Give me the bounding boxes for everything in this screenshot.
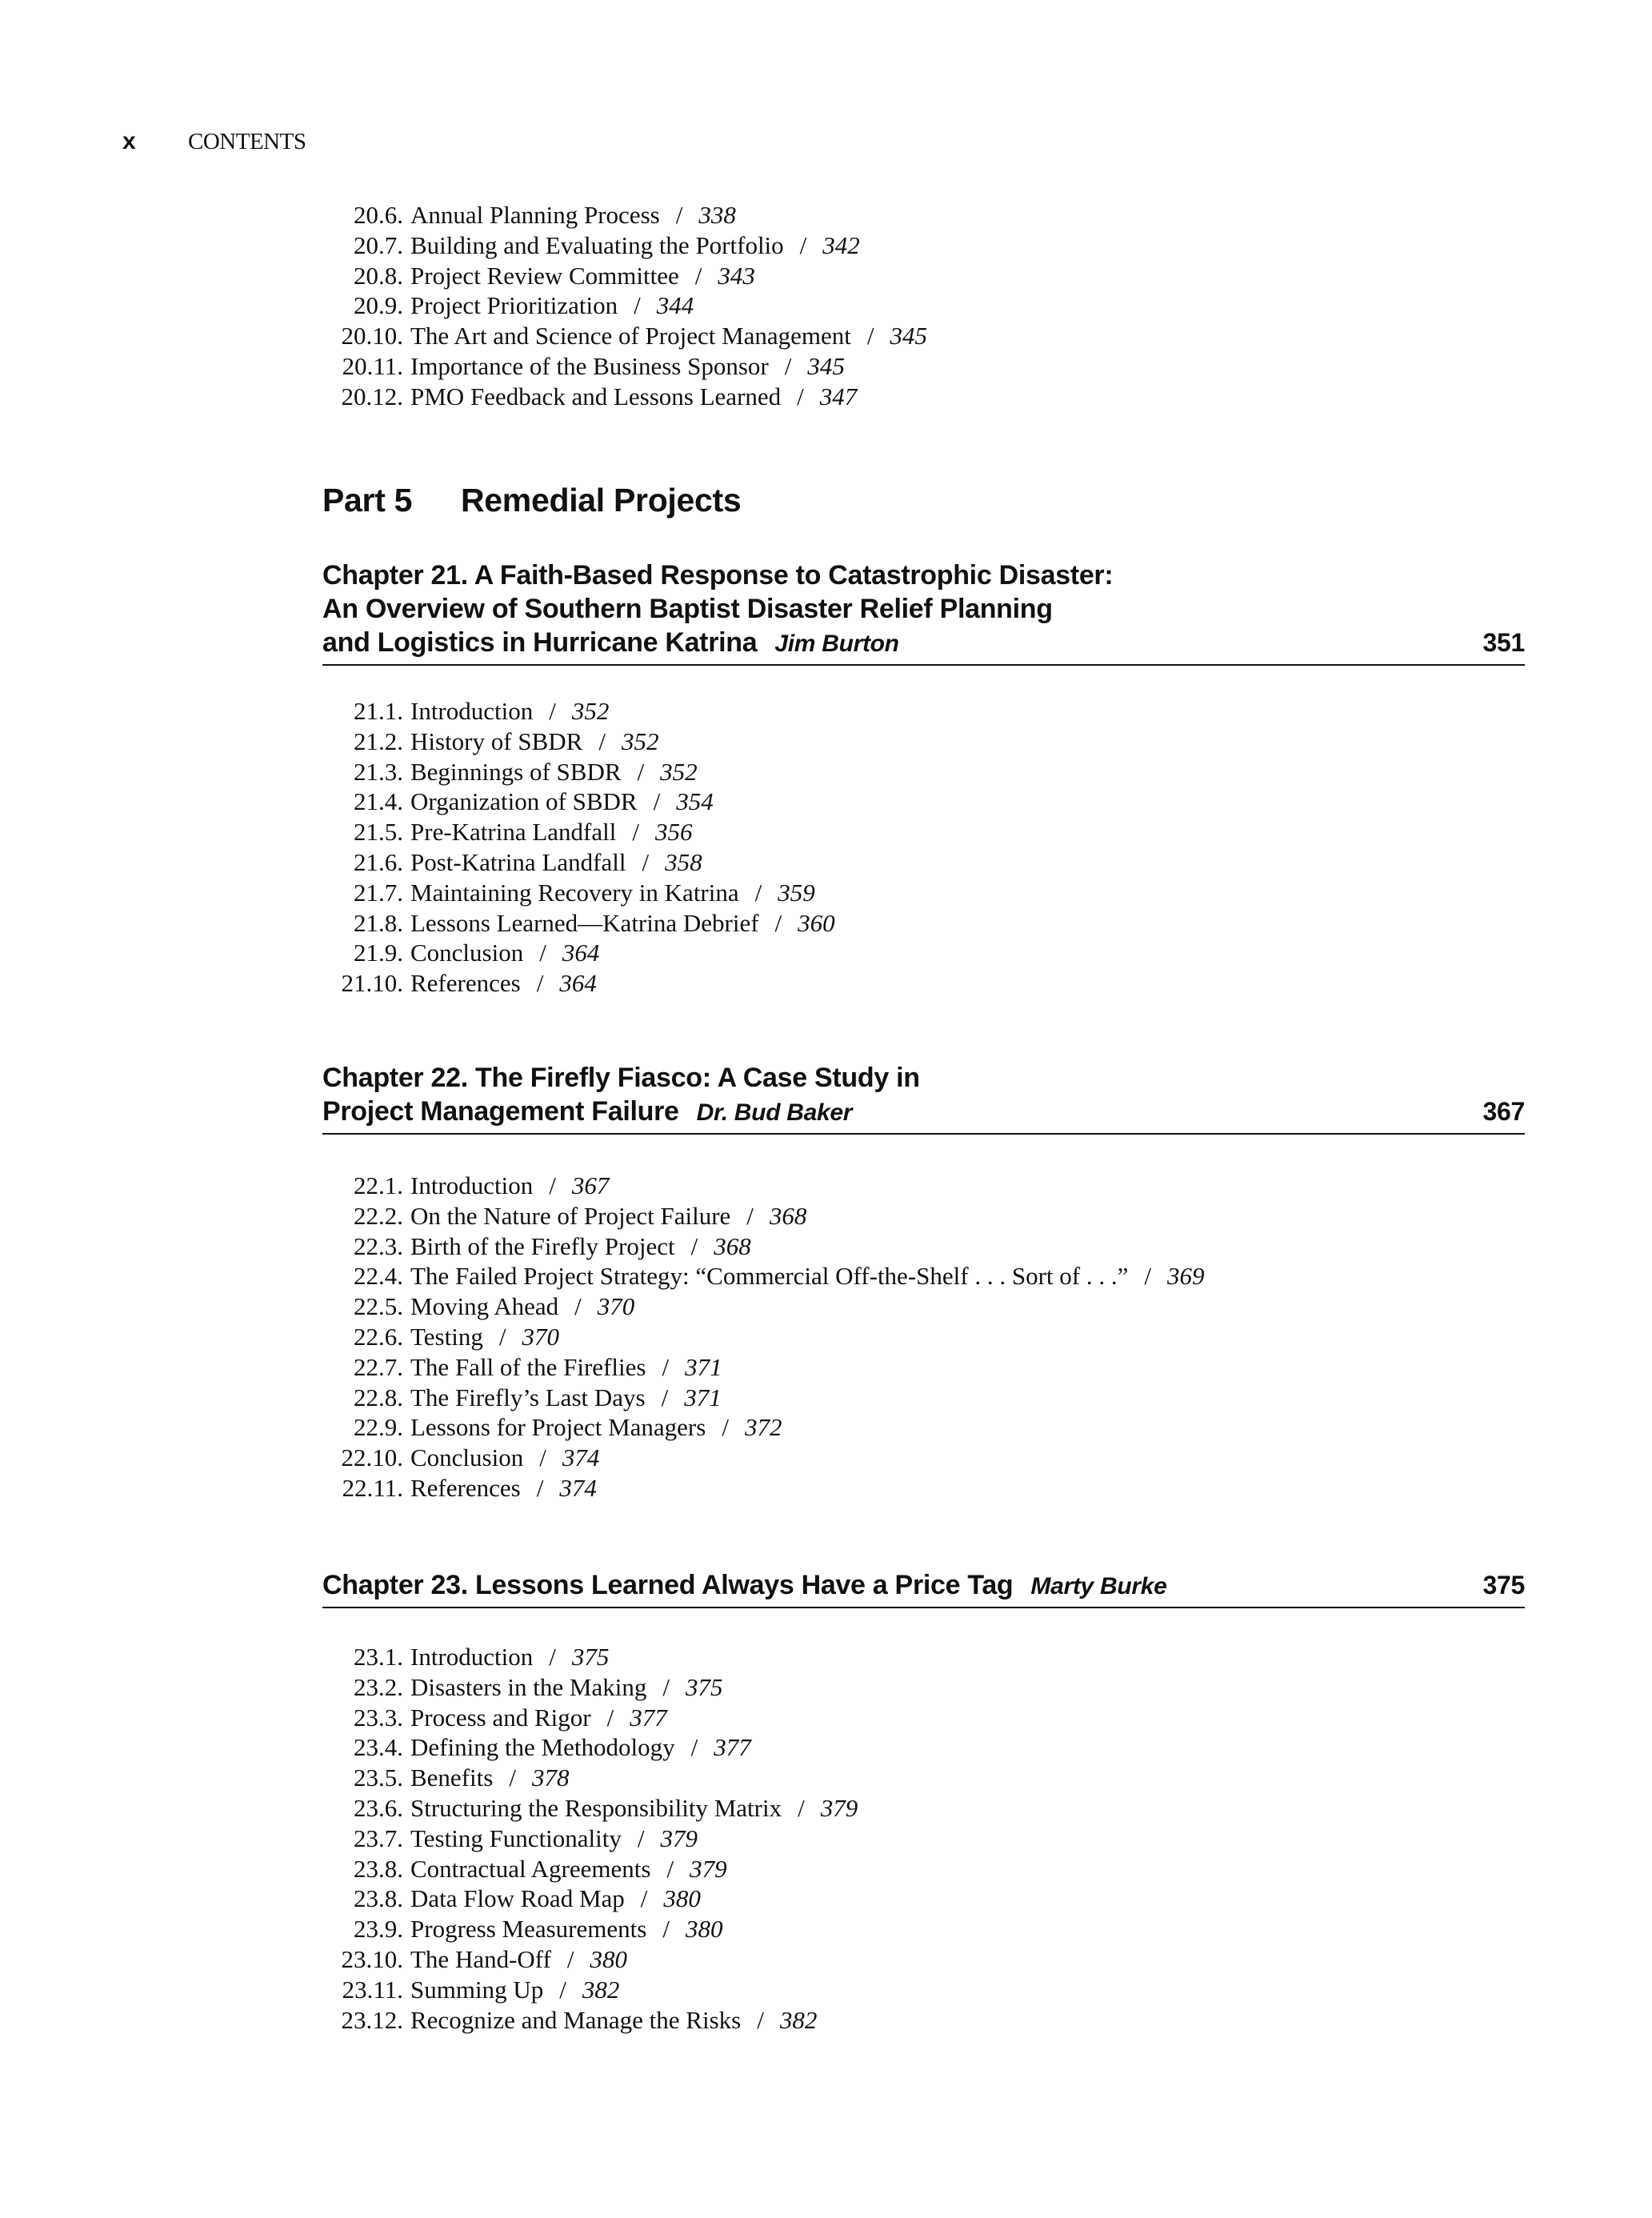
toc-entry — [322, 908, 835, 939]
section-title: Post-Katrina Landfall — [410, 847, 626, 876]
section-page: 370 — [597, 1292, 635, 1321]
section-number: 21.4. — [354, 787, 403, 816]
section-number: 23.10. — [341, 1944, 403, 1973]
section-page: 377 — [714, 1733, 751, 1762]
section-page: 368 — [769, 1201, 807, 1230]
section-number: 23.2. — [354, 1672, 403, 1701]
section-title: On the Nature of Project Failure — [410, 1201, 731, 1230]
section-number: 22.6. — [354, 1322, 403, 1351]
separator: / — [653, 787, 661, 816]
separator: / — [549, 1171, 556, 1199]
section-title: Defining the Methodology — [410, 1733, 675, 1762]
section-page: 352 — [660, 757, 698, 786]
section-page: 379 — [690, 1854, 727, 1883]
toc-entry — [322, 1171, 1204, 1201]
separator: / — [1144, 1262, 1151, 1291]
section-title: The Fall of the Fireflies — [410, 1352, 646, 1381]
section-number: 20.9. — [354, 291, 403, 320]
section-number: 23.3. — [354, 1703, 403, 1732]
toc-entry — [322, 1793, 858, 1824]
chapter-21-title-line-1: Chapter 21. A Faith-Based Response to Catastrophic Disaster: — [322, 560, 1114, 591]
section-number: 23.11. — [342, 1975, 403, 2004]
part-heading — [322, 482, 741, 519]
section-page: 374 — [559, 1473, 597, 1502]
section-title: References — [410, 969, 521, 998]
section-page: 358 — [665, 847, 702, 876]
section-title: References — [410, 1473, 521, 1502]
section-title: The Art and Science of Project Management — [410, 322, 851, 350]
separator: / — [754, 878, 762, 907]
section-number: 20.12. — [341, 382, 403, 410]
section-title: Testing — [410, 1322, 483, 1351]
section-number: 23.1. — [354, 1643, 403, 1671]
section-number: 22.11. — [342, 1473, 403, 1502]
section-page: 345 — [807, 351, 845, 380]
section-page: 380 — [685, 1915, 723, 1944]
section-number: 22.7. — [354, 1352, 403, 1381]
section-number: 23.6. — [354, 1793, 403, 1822]
section-page: 342 — [822, 230, 860, 259]
toc-entry — [322, 1914, 858, 1944]
toc-entry — [322, 1763, 858, 1793]
chapter-22-section-list — [322, 1171, 1204, 1503]
toc-entry — [322, 1944, 858, 1975]
toc-entry — [322, 230, 927, 261]
chapter-21-title-line-3: and Logistics in Hurricane Katrina — [322, 627, 758, 658]
running-head — [122, 128, 306, 155]
section-page: 379 — [660, 1824, 698, 1852]
section-page: 371 — [684, 1383, 722, 1411]
chapter-22-author: Dr. Bud Baker — [696, 1099, 853, 1126]
section-number: 23.7. — [354, 1824, 403, 1852]
toc-entry — [322, 351, 927, 382]
separator: / — [574, 1292, 582, 1321]
chapter-23-title-line-1: Chapter 23. Lessons Learned Always Have a Price Tag — [322, 1570, 1014, 1600]
toc-entry — [322, 1854, 858, 1884]
section-title: Disasters in the Making — [410, 1672, 647, 1701]
section-title: Birth of the Firefly Project — [410, 1231, 675, 1260]
section-title: Recognize and Manage the Risks — [410, 2005, 742, 2034]
section-number: 20.7. — [354, 230, 403, 259]
separator: / — [549, 697, 556, 725]
section-page: 372 — [744, 1413, 782, 1442]
separator: / — [757, 2005, 764, 2034]
section-page: 379 — [820, 1793, 858, 1822]
section-page: 371 — [685, 1352, 722, 1381]
chapter-20-section-list — [322, 200, 927, 412]
toc-entry — [322, 938, 835, 968]
section-title: Conclusion — [410, 939, 524, 967]
section-number: 21.1. — [354, 697, 403, 725]
section-page: 352 — [571, 697, 610, 725]
separator: / — [690, 1231, 698, 1260]
toc-entry — [322, 847, 835, 878]
toc-entry — [322, 2005, 858, 2036]
section-page: 338 — [698, 201, 736, 229]
section-number: 21.10. — [341, 969, 403, 998]
section-number: 22.2. — [354, 1201, 403, 1230]
section-title: Summing Up — [410, 1975, 544, 2004]
section-title: Benefits — [410, 1764, 494, 1792]
section-number: 21.5. — [354, 818, 403, 847]
section-page: 375 — [571, 1643, 610, 1671]
section-page: 343 — [718, 261, 755, 290]
chapter-21-title-line-2: An Overview of Southern Baptist Disaster Relief Planning — [322, 594, 1053, 624]
section-number: 21.6. — [354, 847, 403, 876]
section-number: 23.12. — [341, 2005, 403, 2034]
section-page: 375 — [685, 1672, 723, 1701]
section-number: 22.8. — [354, 1383, 403, 1411]
section-title: Structuring the Responsibility Matrix — [410, 1793, 782, 1822]
page-folio: x — [122, 128, 136, 154]
toc-entry — [322, 1261, 1204, 1291]
chapter-23-author: Marty Burke — [1030, 1573, 1167, 1599]
section-number: 20.10. — [341, 322, 403, 350]
part-title: Remedial Projects — [461, 482, 742, 518]
separator: / — [661, 1383, 669, 1411]
toc-entry — [322, 1352, 1204, 1383]
toc-entry — [322, 1642, 858, 1672]
section-page: 347 — [819, 382, 858, 410]
separator: / — [509, 1764, 516, 1792]
section-title: History of SBDR — [410, 727, 583, 755]
section-number: 23.4. — [354, 1733, 403, 1762]
toc-entry — [322, 382, 927, 412]
separator: / — [662, 1352, 670, 1381]
toc-entry — [322, 1201, 1204, 1231]
chapter-21-page: 351 — [1482, 628, 1525, 657]
toc-entry — [322, 727, 835, 757]
separator: / — [690, 1733, 698, 1762]
toc-entry — [322, 261, 927, 291]
chapter-22-heading — [322, 1061, 1525, 1135]
section-title: Moving Ahead — [410, 1292, 559, 1321]
separator: / — [662, 1915, 670, 1944]
separator: / — [774, 908, 782, 937]
section-number: 22.1. — [354, 1171, 403, 1199]
toc-entry — [322, 1703, 858, 1733]
toc-entry — [322, 968, 835, 999]
section-number: 20.8. — [354, 261, 403, 290]
toc-entry — [322, 200, 927, 230]
section-title: Importance of the Business Sponsor — [410, 351, 769, 380]
part-label: Part 5 — [322, 482, 413, 518]
section-number: 23.8. — [354, 1884, 403, 1913]
section-number: 21.9. — [354, 939, 403, 967]
section-page: 368 — [714, 1231, 751, 1260]
section-title: Lessons Learned—Katrina Debrief — [410, 908, 759, 937]
separator: / — [799, 230, 807, 259]
toc-entry — [322, 1291, 1204, 1322]
toc-entry — [322, 321, 927, 351]
toc-entry — [322, 1322, 1204, 1352]
chapter-23-heading — [322, 1568, 1525, 1608]
section-title: Beginnings of SBDR — [410, 757, 622, 786]
toc-entry — [322, 1231, 1204, 1262]
toc-entry — [322, 1443, 1204, 1473]
section-number: 22.9. — [354, 1413, 403, 1442]
section-page: 352 — [621, 727, 659, 755]
chapter-23-page: 375 — [1482, 1571, 1525, 1599]
separator: / — [606, 1703, 614, 1732]
section-title: Conclusion — [410, 1443, 524, 1472]
section-page: 354 — [676, 787, 714, 816]
section-number: 22.4. — [354, 1262, 403, 1291]
separator: / — [746, 1201, 754, 1230]
section-title: Testing Functionality — [410, 1824, 622, 1852]
section-title: Pre-Katrina Landfall — [410, 818, 617, 847]
section-title: Introduction — [410, 1171, 534, 1199]
separator: / — [498, 1322, 506, 1351]
separator: / — [598, 727, 606, 755]
toc-entry — [322, 878, 835, 908]
section-page: 370 — [522, 1322, 559, 1351]
separator: / — [662, 1672, 670, 1701]
section-number: 20.11. — [342, 351, 403, 380]
section-title: Annual Planning Process — [410, 201, 660, 229]
toc-entry — [322, 817, 835, 847]
separator: / — [536, 969, 544, 998]
section-page: 359 — [778, 878, 815, 907]
section-number: 21.7. — [354, 878, 403, 907]
separator: / — [559, 1975, 566, 2004]
section-number: 22.3. — [354, 1231, 403, 1260]
section-page: 380 — [663, 1884, 701, 1913]
separator: / — [549, 1643, 556, 1671]
separator: / — [632, 818, 639, 847]
section-number: 22.10. — [341, 1443, 403, 1472]
toc-entry — [322, 1732, 858, 1763]
section-title: Contractual Agreements — [410, 1854, 651, 1883]
separator: / — [866, 322, 874, 350]
section-number: 23.5. — [354, 1764, 403, 1792]
separator: / — [566, 1944, 574, 1973]
toc-entry — [322, 1824, 858, 1854]
toc-entry — [322, 1672, 858, 1703]
section-page: 345 — [890, 322, 928, 350]
chapter-22-title-line-1: Chapter 22. The Firefly Fiasco: A Case Study in — [322, 1063, 920, 1093]
section-page: 377 — [630, 1703, 667, 1732]
chapter-23-section-list — [322, 1642, 858, 2035]
separator: / — [536, 1473, 544, 1502]
section-title: Project Review Committee — [410, 261, 679, 290]
section-title: Lessons for Project Managers — [410, 1413, 706, 1442]
separator: / — [784, 351, 792, 380]
section-page: 378 — [531, 1764, 570, 1792]
section-title: Maintaining Recovery in Katrina — [410, 878, 739, 907]
section-page: 369 — [1166, 1262, 1205, 1291]
section-page: 344 — [656, 291, 694, 320]
separator: / — [722, 1413, 729, 1442]
section-number: 21.2. — [354, 727, 403, 755]
section-number: 20.6. — [354, 201, 403, 229]
separator: / — [637, 757, 645, 786]
chapter-21-heading — [322, 559, 1525, 666]
section-title: Data Flow Road Map — [410, 1884, 625, 1913]
section-title: Building and Evaluating the Portfolio — [410, 230, 784, 259]
chapter-22-page: 367 — [1482, 1097, 1525, 1126]
running-head-title: CONTENTS — [188, 129, 306, 154]
separator: / — [634, 291, 641, 320]
separator: / — [666, 1854, 674, 1883]
section-number: 21.8. — [354, 908, 403, 937]
separator: / — [798, 1793, 805, 1822]
chapter-21-section-list — [322, 696, 835, 999]
toc-entry — [322, 1975, 858, 2005]
section-title: Process and Rigor — [410, 1703, 591, 1732]
section-page: 382 — [779, 2005, 818, 2034]
section-title: Project Prioritization — [410, 291, 618, 320]
section-page: 356 — [654, 818, 693, 847]
section-title: PMO Feedback and Lessons Learned — [410, 382, 782, 410]
toc-entry — [322, 1383, 1204, 1413]
section-title: Progress Measurements — [410, 1915, 647, 1944]
toc-entry — [322, 1412, 1204, 1443]
section-page: 380 — [590, 1944, 628, 1973]
section-page: 364 — [559, 969, 597, 998]
separator: / — [642, 847, 650, 876]
toc-entry — [322, 757, 835, 787]
section-title: Organization of SBDR — [410, 787, 638, 816]
section-title: The Firefly’s Last Days — [410, 1383, 646, 1411]
separator: / — [797, 382, 804, 410]
section-page: 374 — [562, 1443, 600, 1472]
section-title: The Failed Project Strategy: “Commercial Off-the-Shelf . . . Sort of . . .” — [410, 1262, 1129, 1291]
section-number: 22.5. — [354, 1292, 403, 1321]
section-number: 23.8. — [354, 1854, 403, 1883]
chapter-21-author: Jim Burton — [774, 631, 899, 657]
separator: / — [637, 1824, 645, 1852]
separator: / — [539, 939, 546, 967]
section-page: 367 — [571, 1171, 610, 1199]
toc-entry — [322, 696, 835, 727]
section-title: The Hand-Off — [410, 1944, 551, 1973]
section-page: 382 — [582, 1975, 620, 2004]
separator: / — [640, 1884, 648, 1913]
section-title: Introduction — [410, 1643, 534, 1671]
toc-entry — [322, 787, 835, 817]
toc-entry — [322, 290, 927, 321]
section-page: 360 — [798, 908, 835, 937]
separator: / — [539, 1443, 546, 1472]
section-page: 364 — [562, 939, 600, 967]
chapter-22-title-line-2: Project Management Failure — [322, 1096, 679, 1127]
separator: / — [675, 201, 683, 229]
section-number: 23.9. — [354, 1915, 403, 1944]
section-number: 21.3. — [354, 757, 403, 786]
section-title: Introduction — [410, 697, 534, 725]
separator: / — [694, 261, 702, 290]
toc-entry — [322, 1473, 1204, 1503]
toc-entry — [322, 1884, 858, 1914]
